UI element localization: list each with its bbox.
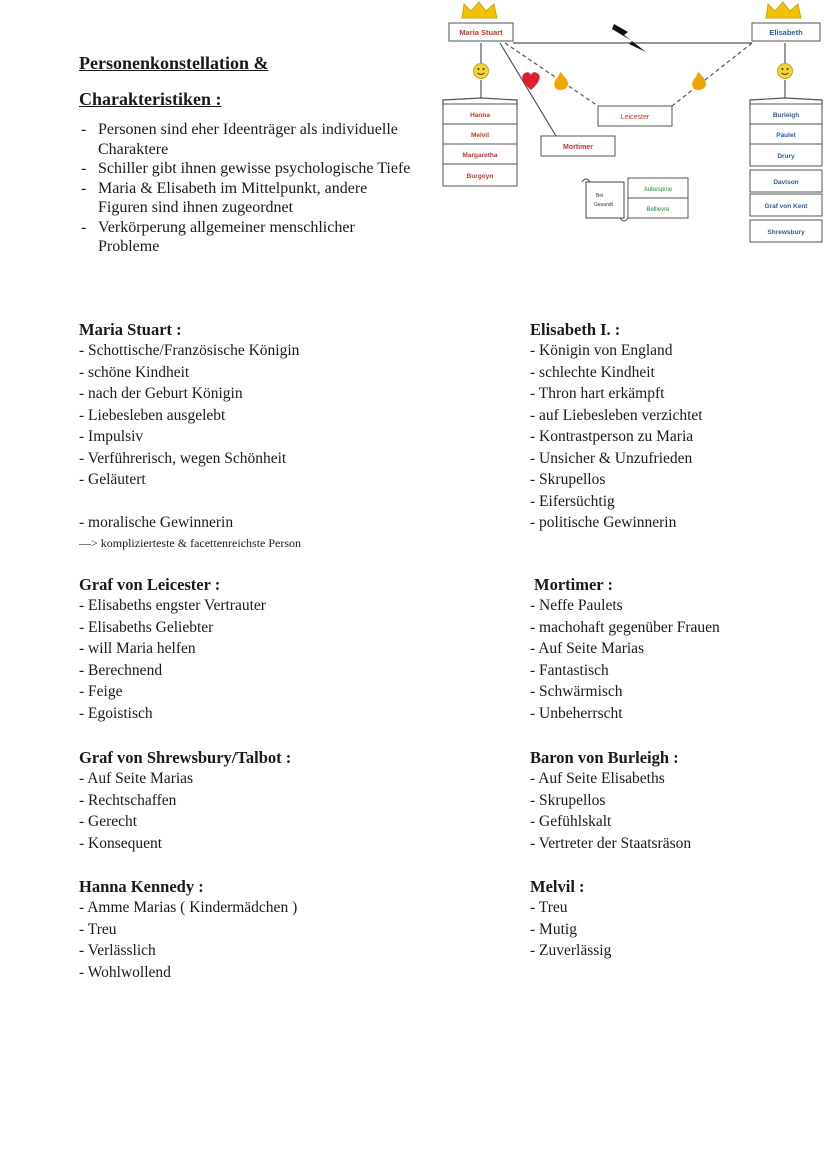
list-item: - Treu [79, 919, 297, 941]
constellation-diagram [0, 0, 828, 250]
list-item: - Fantastisch [530, 660, 720, 682]
node-maria-side: Burgoyn [466, 173, 494, 180]
list-item: - Neffe Paulets [530, 595, 720, 617]
list-item: - Liebesleben ausgelebt [79, 405, 301, 427]
section-title: Graf von Leicester : [79, 575, 221, 594]
list-item: - Elisabeths engster Vertrauter [79, 595, 266, 617]
node-maria-side: Margaretha [462, 152, 498, 159]
list-item: - Skrupellos [530, 790, 691, 812]
list-item: - Mutig [530, 919, 611, 941]
list-item: - Auf Seite Marias [79, 768, 291, 790]
node-elisabeth-side: Shrewsbury [767, 229, 805, 236]
section-title: Melvil : [530, 877, 585, 896]
list-item: - Gefühlskalt [530, 811, 691, 833]
section-title: Graf von Shrewsbury/Talbot : [79, 748, 292, 767]
list-item: - Impulsiv [79, 426, 301, 448]
maria-note: —> komplizierteste & facettenreichste Person [79, 535, 302, 550]
list-item: - Zuverlässig [530, 940, 611, 962]
node-center-right: Aubespine [643, 187, 673, 193]
list-item: - Kontrastperson zu Maria [530, 426, 703, 448]
section-leicester [79, 575, 266, 724]
node-elisabeth-side: Burleigh [772, 112, 800, 119]
flame-icon [692, 72, 706, 90]
node-leicester: Leicester [620, 114, 650, 121]
list-item: - Elisabeths Geliebter [79, 617, 266, 639]
section-title: Baron von Burleigh : [530, 748, 679, 767]
list-item: - Amme Marias ( Kindermädchen ) [79, 897, 297, 919]
node-center-right: Bellievre [646, 207, 670, 213]
node-maria: Maria Stuart [459, 28, 503, 37]
list-item: - Verlässlich [79, 940, 297, 962]
section-elisabeth [530, 320, 703, 534]
node-elisabeth-side: Davison [773, 179, 799, 186]
list-item: - politische Gewinnerin [530, 512, 703, 534]
list-item: - Eifersüchtig [530, 491, 703, 513]
crown-icon [766, 2, 801, 18]
list-item: - Auf Seite Marias [530, 638, 720, 660]
list-item: - Schottische/Französische Königin [79, 340, 301, 362]
list-item: - Thron hart erkämpft [530, 383, 703, 405]
section-burleigh [530, 748, 691, 854]
list-item: - Feige [79, 681, 266, 703]
page-title-line1: Personenkonstellation & [79, 53, 269, 73]
list-item: - Geläutert [79, 469, 301, 491]
node-maria-side: Melvil [470, 132, 490, 139]
section-title: Mortimer : [534, 575, 613, 594]
smiley-icon [474, 64, 489, 79]
node-center-left: Bei [596, 193, 604, 199]
node-mortimer: Mortimer [563, 144, 593, 151]
section-shrewsbury [79, 748, 291, 854]
smiley-icon [778, 64, 793, 79]
list-item: - nach der Geburt Königin [79, 383, 301, 405]
list-item: - auf Liebesleben verzichtet [530, 405, 703, 427]
list-item: - Rechtschaffen [79, 790, 291, 812]
section-kennedy [79, 877, 297, 983]
node-elisabeth-side: Paulet [776, 132, 796, 139]
list-item: - will Maria helfen [79, 638, 266, 660]
section-mortimer [530, 575, 720, 724]
list-item: - machohaft gegenüber Frauen [530, 617, 720, 639]
page-title-line2: Charakteristiken : [79, 89, 222, 109]
section-maria [79, 320, 301, 553]
list-item: - Vertreter der Staatsräson [530, 833, 691, 855]
section-melvil [530, 877, 611, 962]
section-title: Maria Stuart : [79, 320, 182, 339]
intro-item: - Verkörperung allgemeiner menschlicher Probleme [79, 218, 419, 257]
intro-item: - Personen sind eher Ideenträger als individuelle Charaktere [79, 120, 419, 159]
node-center-left: Gesandt [594, 202, 613, 208]
node-elisabeth-side: Drury [777, 153, 795, 160]
flame-icon [554, 72, 568, 90]
list-item: - Auf Seite Elisabeths [530, 768, 691, 790]
intro-item: - Schiller gibt ihnen gewisse psychologische Tiefe [79, 159, 419, 179]
lightning-icon [612, 24, 646, 52]
list-item: - Unsicher & Unzufrieden [530, 448, 703, 470]
intro-item: - Maria & Elisabeth im Mittelpunkt, andere Figuren sind ihnen zugeordnet [79, 179, 419, 218]
heart-icon [522, 72, 539, 90]
section-title: Elisabeth I. : [530, 320, 621, 339]
list-item: - Gerecht [79, 811, 291, 833]
list-item: - moralische Gewinnerin [79, 512, 301, 534]
crown-icon [462, 2, 497, 18]
list-item: - schöne Kindheit [79, 362, 301, 384]
list-item: - Königin von England [530, 340, 703, 362]
node-maria-side: Hanna [470, 112, 490, 119]
list-item: - Verführerisch, wegen Schönheit [79, 448, 301, 470]
list-item: - Skrupellos [530, 469, 703, 491]
list-item: - Unbeherrscht [530, 703, 720, 725]
list-item: - Treu [530, 897, 611, 919]
list-item: - Wohlwollend [79, 962, 297, 984]
list-item: - Schwärmisch [530, 681, 720, 703]
list-item: - Konsequent [79, 833, 291, 855]
list-item: - schlechte Kindheit [530, 362, 703, 384]
scroll-icon [582, 179, 628, 221]
section-title: Hanna Kennedy : [79, 877, 204, 896]
node-elisabeth-side: Graf von Kent [764, 203, 808, 210]
node-elisabeth: Elisabeth [769, 28, 803, 37]
list-item: - Berechnend [79, 660, 266, 682]
list-item: - Egoistisch [79, 703, 266, 725]
